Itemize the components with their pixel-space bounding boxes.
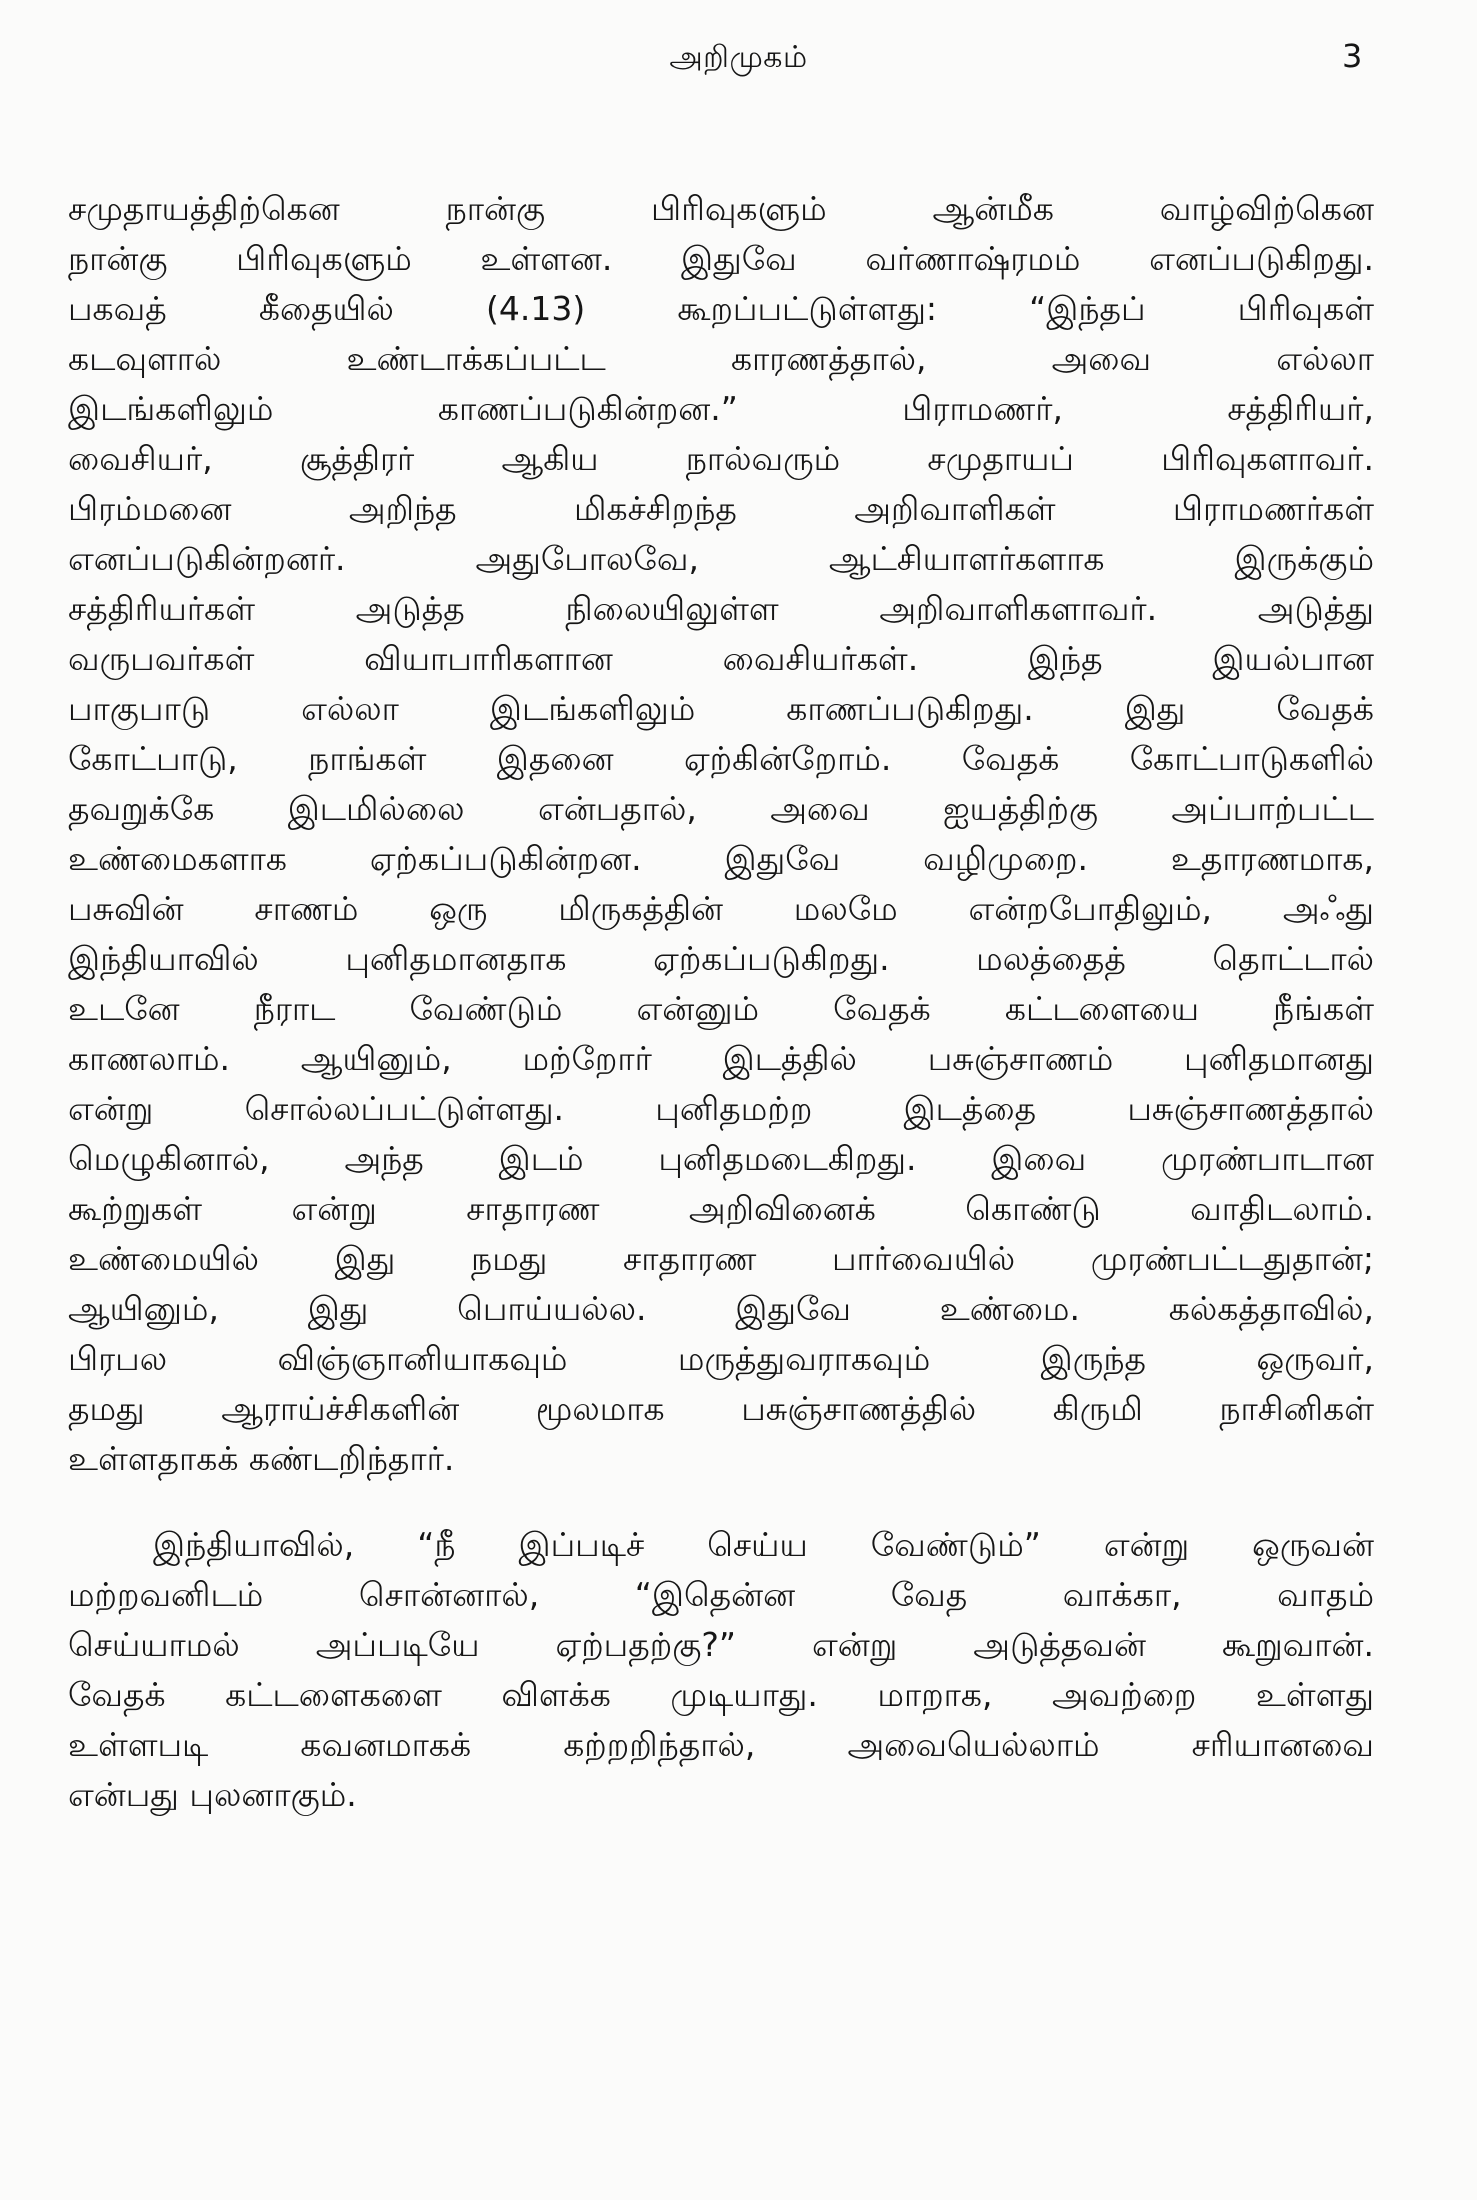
body-text: [68, 184, 1374, 1820]
text-line: பிரம்மனை அறிந்த மிகச்சிறந்த அறிவாளிகள் பிராமணர்கள்: [68, 489, 1374, 528]
text-line: கூற்றுகள் என்று சாதாரண அறிவினைக் கொண்டு வாதிடலாம்.: [68, 1189, 1374, 1228]
text-line: உள்ளதாகக் கண்டறிந்தார்.: [68, 1439, 455, 1478]
page-number: 3: [1342, 37, 1363, 75]
text-line: என்பது புலனாகும்.: [68, 1775, 357, 1814]
text-line: தமது ஆராய்ச்சிகளின் மூலமாக பசுஞ்சாணத்தில் கிருமி நாசினிகள்: [68, 1389, 1374, 1428]
text-line: வைசியர், சூத்திரர் ஆகிய நால்வரும் சமுதாயப் பிரிவுகளாவர்.: [68, 439, 1374, 478]
text-line: உண்மைகளாக ஏற்கப்படுகின்றன. இதுவே வழிமுறை. உதாரணமாக,: [68, 839, 1374, 878]
paragraph-2: [68, 1520, 1374, 1820]
text-line: நான்கு பிரிவுகளும் உள்ளன. இதுவே வர்ணாஷ்ரமம் எனப்படுகிறது.: [68, 239, 1374, 278]
text-line: இடங்களிலும் காணப்படுகின்றன.” பிராமணர், சத்திரியர்,: [68, 389, 1374, 428]
text-line: கடவுளால் உண்டாக்கப்பட்ட காரணத்தால், அவை எல்லா: [68, 339, 1374, 378]
text-line: எனப்படுகின்றனர். அதுபோலவே, ஆட்சியாளர்களாக இருக்கும்: [68, 539, 1374, 578]
text-line: பகவத் கீதையில் (4.13) கூறப்பட்டுள்ளது: “இந்தப் பிரிவுகள்: [68, 289, 1374, 328]
text-line: பிரபல விஞ்ஞானியாகவும் மருத்துவராகவும் இருந்த ஒருவர்,: [68, 1339, 1374, 1378]
text-line: உண்மையில் இது நமது சாதாரண பார்வையில் முரண்பட்டதுதான்;: [68, 1239, 1374, 1278]
paragraph-1: [68, 184, 1374, 1484]
text-line: செய்யாமல் அப்படியே ஏற்பதற்கு?” என்று அடுத்தவன் கூறுவான்.: [68, 1625, 1374, 1664]
text-line: கோட்பாடு, நாங்கள் இதனை ஏற்கின்றோம். வேதக் கோட்பாடுகளில்: [68, 739, 1374, 778]
text-line: சத்திரியர்கள் அடுத்த நிலையிலுள்ள அறிவாளிகளாவர். அடுத்து: [68, 589, 1374, 628]
text-line: உடனே நீராட வேண்டும் என்னும் வேதக் கட்டளையை நீங்கள்: [68, 989, 1374, 1028]
running-title: அறிமுகம்: [669, 40, 808, 75]
text-line: மெழுகினால், அந்த இடம் புனிதமடைகிறது. இவை முரண்பாடான: [68, 1139, 1374, 1178]
text-line: இந்தியாவில், “நீ இப்படிச் செய்ய வேண்டும்” என்று ஒருவன்: [153, 1525, 1374, 1564]
text-line: தவறுக்கே இடமில்லை என்பதால், அவை ஐயத்திற்கு அப்பாற்பட்ட: [68, 789, 1374, 828]
text-line: என்று சொல்லப்பட்டுள்ளது. புனிதமற்ற இடத்தை பசுஞ்சாணத்தால்: [68, 1089, 1374, 1128]
text-line: வருபவர்கள் வியாபாரிகளான வைசியர்கள். இந்த இயல்பான: [68, 639, 1374, 678]
text-line: வேதக் கட்டளைகளை விளக்க முடியாது. மாறாக, அவற்றை உள்ளது: [68, 1675, 1374, 1714]
text-line: மற்றவனிடம் சொன்னால், “இதென்ன வேத வாக்கா, வாதம்: [68, 1575, 1374, 1614]
text-line: ஆயினும், இது பொய்யல்ல. இதுவே உண்மை. கல்கத்தாவில்,: [68, 1289, 1374, 1328]
text-line: சமுதாயத்திற்கென நான்கு பிரிவுகளும் ஆன்மீக வாழ்விற்கென: [68, 189, 1374, 228]
text-line: காணலாம். ஆயினும், மற்றோர் இடத்தில் பசுஞ்சாணம் புனிதமானது: [68, 1039, 1374, 1078]
text-line: பசுவின் சாணம் ஒரு மிருகத்தின் மலமே என்றபோதிலும், அஃது: [68, 889, 1374, 928]
text-line: பாகுபாடு எல்லா இடங்களிலும் காணப்படுகிறது. இது வேதக்: [68, 689, 1374, 728]
text-line: இந்தியாவில் புனிதமானதாக ஏற்கப்படுகிறது. மலத்தைத் தொட்டால்: [68, 939, 1374, 978]
text-line: உள்ளபடி கவனமாகக் கற்றறிந்தால், அவையெல்லாம் சரியானவை: [68, 1725, 1374, 1764]
